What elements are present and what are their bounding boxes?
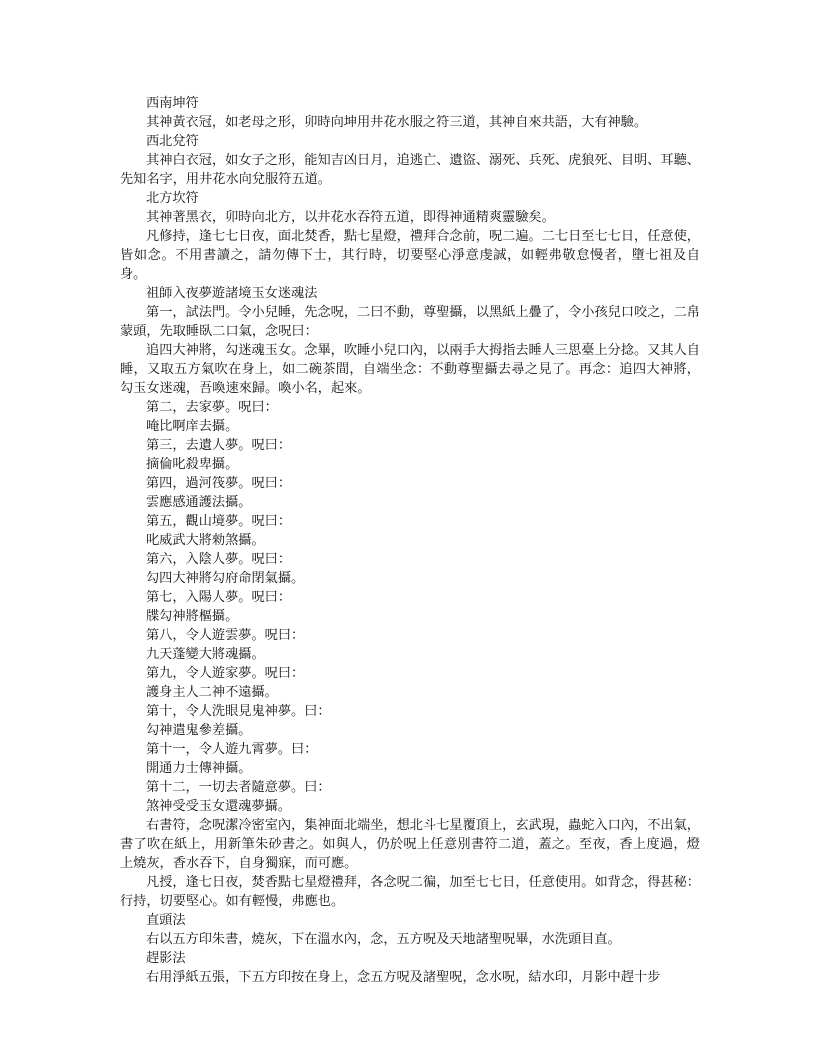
heading-straight-head-method: 右以五方印朱書，燒灰，下在溫水內，念，五方呪及天地諸聖呪畢，水洗頭目直。 bbox=[146, 932, 621, 947]
dream-step: 第十，令人洗眼見鬼神夢。曰： bbox=[146, 704, 331, 719]
incantation: 九天蓬變大將魂攝。 bbox=[146, 647, 265, 662]
incantation: 煞神受受玉女還魂夢攝。 bbox=[146, 799, 292, 814]
dream-step: 第七，入陽人夢。呪曰： bbox=[146, 590, 292, 605]
paragraph: 趕影法 bbox=[146, 951, 186, 966]
dream-step: 第九，令人遊家夢。呪曰： bbox=[146, 666, 305, 681]
incantation: 唵比啊庠去攝。 bbox=[146, 419, 239, 434]
paragraph: 凡授，逢七日夜，焚香點七星燈禮拜，各念呪二徧，加至七七日，任意使用。如背念，得甚秘：行持，切要堅心。如有輕慢，弗應也。 bbox=[120, 875, 700, 909]
dream-step: 第二，去家夢。呪曰： bbox=[146, 400, 278, 415]
heading-chase-shadow-method: 右用淨紙五張，下五方印按在身上，念五方呪及諸聖呪，念水呪，結水印，月影中趕十步 bbox=[146, 970, 661, 985]
dream-step: 第六，入陰人夢。呪曰： bbox=[146, 552, 292, 567]
incantation: 勾神遣鬼參差攝。 bbox=[146, 723, 252, 738]
paragraph: 第一，試法門。令小兒睡，先念呪，二曰不動，尊聖攝，以黑紙上疊了，令小孩兒口咬之，二帛蒙頭，先取睡臥二口氣，念呪曰： bbox=[120, 305, 700, 339]
dream-step: 第四，過河筏夢。呪曰： bbox=[146, 476, 292, 491]
paragraph: 其神著黑衣，卯時向北方，以井花水吞符五道，即得神通精爽靈驗矣。 bbox=[146, 210, 555, 225]
incantation: 牒勾神將樞攝。 bbox=[146, 609, 239, 624]
document-text bbox=[120, 94, 700, 987]
heading-southwest-kun-talisman: 西南坤符 bbox=[146, 96, 199, 111]
paragraph: 其神白衣冠，如女子之形，能知吉凶日月，追逃亡、遺盜、溺死、兵死、虎狼死、目明、耳聽、先知名字，用井花水向兌服符五道。 bbox=[120, 153, 700, 187]
heading-dream-travel-method: 祖師入夜夢遊諸境玉女迷魂法 bbox=[146, 286, 318, 301]
paragraph: 其神黃衣冠，如老母之形，卯時向坤用井花水服之符三道，其神自來共語，大有神驗。 bbox=[146, 115, 648, 130]
heading-north-kan-talisman: 北方坎符 bbox=[146, 191, 199, 206]
dream-step: 第八，令人遊雲夢。呪曰： bbox=[146, 628, 305, 643]
dream-step: 第五，觀山境夢。呪曰： bbox=[146, 514, 292, 529]
incantation: 勾四大神將勾府命閉氣攝。 bbox=[146, 571, 305, 586]
heading-northwest-dui-talisman: 西北兌符 bbox=[146, 134, 199, 149]
paragraph: 凡修持，逢七七日夜，面北焚香，點七星燈，禮拜合念前，呪二遍。二七日至七七日，任意使，皆如念。不用書讀之，請勿傳下士，其行時，切要堅心淨意虔誠，如輕弗敬怠慢者，墮七祖及自身。 bbox=[120, 229, 700, 282]
incantation: 護身主人二神不遠攝。 bbox=[146, 685, 278, 700]
incantation: 叱威武大將勑煞攝。 bbox=[146, 533, 265, 548]
incantation: 摘倫叱殺卑攝。 bbox=[146, 457, 239, 472]
dream-step: 右書符，念呪潔冷密室內，集神面北端坐，想北斗七星覆頂上，玄武現，蟲蛇入口內，不出氣，書了吹在紙上，用新筆朱砂書之。如與人，仍於呪上任意別書符二道，蓋之。至夜，香上度過，燈上燒灰，香水吞下，自身獨寐，而可應。 bbox=[120, 818, 700, 871]
dream-step: 第十一，令人遊九霄夢。曰： bbox=[146, 742, 318, 757]
dream-step: 第三，去遺人夢。呪曰： bbox=[146, 438, 292, 453]
incantation: 雲應感通護法攝。 bbox=[146, 495, 252, 510]
paragraph: 直頭法 bbox=[146, 913, 186, 928]
dream-step: 第十二，一切去者隨意夢。曰： bbox=[146, 780, 331, 795]
incantation: 開通力士傳神攝。 bbox=[146, 761, 252, 776]
paragraph: 追四大神將，勾迷魂玉女。念畢，吹睡小兒口內，以兩手大拇指去睡人三思臺上分捻。又其人自睡，又取五方氣吹在身上，如二碗茶間，自端坐念：不動尊聖攝去尋之見了。再念：追四大神將，勾玉女迷魂，吾喚速來歸。喚小名，起來。 bbox=[120, 343, 700, 396]
